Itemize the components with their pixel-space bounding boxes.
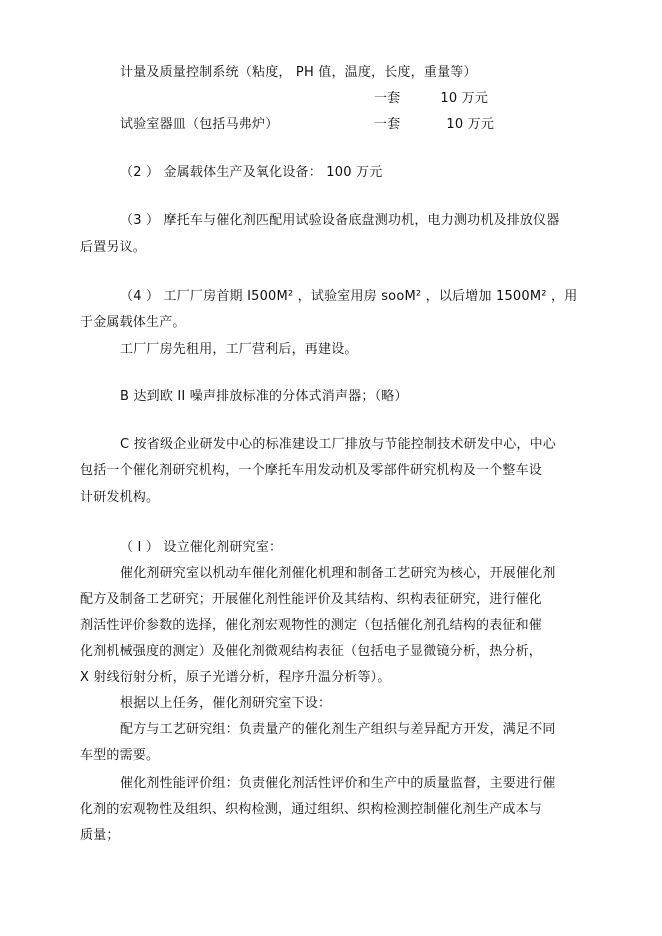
lab-paragraph-1-line: 催化剂研究室以机动车催化剂催化机理和制备工艺研究为核心，开展催化剂 — [120, 566, 556, 581]
lab-paragraph-3-line: 配方与工艺研究组：负责量产的催化剂生产组织与差异配方开发，满足不同 — [120, 722, 556, 737]
equipment-unit: 一套 — [374, 117, 401, 132]
equipment-row-1 — [374, 90, 488, 108]
item-4-line-1: （4 ） 工厂厂房首期 I500M² ，试验室用房 sooM² ，以后增加 1500M² ，用 — [120, 289, 578, 304]
lab-paragraph-4-line: 化剂的宏观物性及组织、织构检测，通过组织、织构检测控制催化剂生产成本与 — [80, 802, 543, 817]
equipment-price: 10 万元 — [440, 91, 489, 106]
lab-heading: （ I ） 设立催化剂研究室： — [120, 540, 283, 555]
item-2-metal-carrier: （2 ） 金属载体生产及氧化设备： 100 万元 — [120, 165, 383, 180]
equipment-line-labware: 试验室器皿（包括马弗炉） — [120, 117, 279, 132]
lab-paragraph-1-line: X 射线衍射分析，原子光谱分析，程序升温分析等）。 — [80, 670, 391, 685]
equipment-row-2 — [374, 116, 494, 134]
equipment-price: 10 万元 — [446, 117, 495, 132]
equipment-line-metering: 计量及质量控制系统（粘度， PH 值，温度，长度，重量等） — [120, 65, 477, 80]
section-c-line-3: 计研发机构。 — [80, 490, 160, 505]
lab-paragraph-3-line: 车型的需要。 — [80, 748, 160, 763]
section-b: B 达到欧 II 噪声排放标准的分体式消声器；（略） — [120, 389, 408, 404]
item-3-line-2: 后置另议。 — [80, 240, 147, 255]
lab-paragraph-1-line: 化剂机械强度的测定）及催化剂微观结构表征（包括电子显微镜分析，热分析， — [80, 644, 543, 659]
section-c-line-2: 包括一个催化剂研究机构，一个摩托车用发动机及零部件研究机构及一个整车设 — [80, 463, 543, 478]
item-4-line-3: 工厂厂房先租用，工厂营利后，再建设。 — [120, 342, 358, 357]
lab-paragraph-2: 根据以上任务，催化剂研究室下设： — [120, 696, 332, 711]
lab-paragraph-1-line: 剂活性评价参数的选择，催化剂宏观物性的测定（包括催化剂孔结构的表征和催 — [80, 618, 543, 633]
lab-paragraph-4-line: 催化剂性能评价组：负责催化剂活性评价和生产中的质量监督，主要进行催 — [120, 776, 556, 791]
equipment-unit: 一套 — [374, 91, 401, 106]
lab-paragraph-1-line: 配方及制备工艺研究；开展催化剂性能评价及其结构、织构表征研究，进行催化 — [80, 592, 543, 607]
section-c-line-1: C 按省级企业研发中心的标准建设工厂排放与节能控制技术研发中心，中心 — [120, 437, 557, 452]
item-3-line-1: （3 ） 摩托车与催化剂匹配用试验设备底盘测功机，电力测功机及排放仪器 — [120, 213, 560, 228]
lab-paragraph-4-line: 质量； — [80, 828, 120, 843]
item-4-line-2: 于金属载体生产。 — [80, 315, 186, 330]
